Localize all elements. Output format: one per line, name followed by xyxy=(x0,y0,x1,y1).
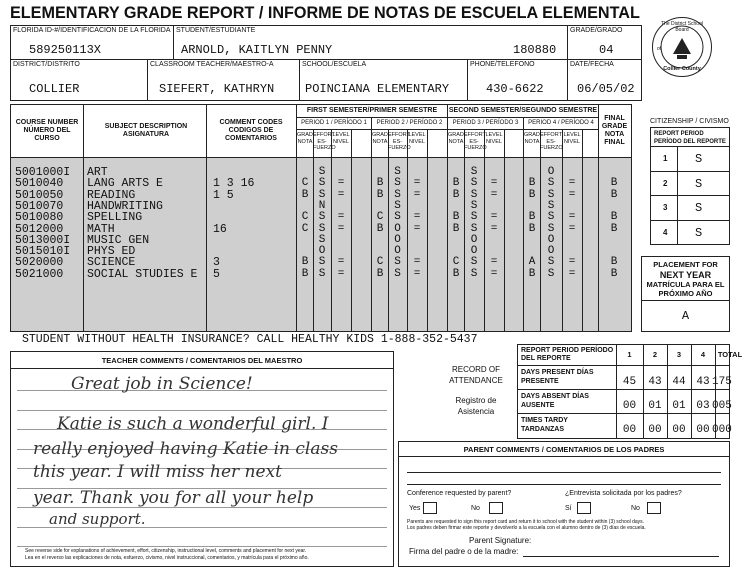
grade-cell: = xyxy=(490,188,498,201)
grade-cell: S xyxy=(394,267,401,280)
grade-cell: O xyxy=(547,233,555,246)
grade-cell: C xyxy=(301,222,309,235)
attendance-record-label xyxy=(440,364,512,386)
id-value: 589250113X xyxy=(29,43,102,57)
subject-name: PHYS ED xyxy=(87,245,136,259)
grade-cell: = xyxy=(568,211,576,224)
placement-line4: PRÓXIMO AÑO xyxy=(658,289,713,298)
handwritten-comment-line: and support. xyxy=(49,510,146,528)
attendance-col-header: TOTAL xyxy=(717,350,743,359)
grade-cell: O xyxy=(547,245,555,258)
grade-cell: S xyxy=(394,166,401,178)
grade-cell: N xyxy=(318,199,326,212)
grade-cell: = xyxy=(413,256,421,269)
p2-grade-header: GRADE NOTA xyxy=(372,132,392,145)
handwritten-comment-line: Great job in Science! xyxy=(71,374,253,394)
record-of: RECORD OF xyxy=(452,365,500,374)
citizenship-value: S xyxy=(695,176,703,191)
grade-cell: B xyxy=(452,211,460,224)
id-label: FLORIDA ID-#/IDENTIFICACION DE LA FLORIDA xyxy=(13,27,171,34)
grade-cell: B xyxy=(610,222,618,235)
registro-de: Registro de xyxy=(455,396,497,405)
grade-cell: S xyxy=(547,199,555,212)
parent-signature-label: Parent Signature: xyxy=(469,536,532,545)
grade-label: GRADE/GRADO xyxy=(570,27,623,34)
course-number: 5001000I xyxy=(15,166,71,179)
grade-cell: S xyxy=(470,256,478,269)
grade-cell: S xyxy=(394,256,401,269)
citizenship-value: S xyxy=(695,225,703,240)
handwritten-comment-line: year. Thank you for all your help xyxy=(33,488,314,508)
student-info-block xyxy=(10,25,642,101)
si-checkbox[interactable] xyxy=(577,502,591,514)
grade-cell: B xyxy=(528,267,536,280)
col-course-header: COURSE NUMBER NÚMERO DEL CURSO xyxy=(15,119,79,142)
seal-text-mid: of xyxy=(657,46,662,52)
phone-label: PHONE/TELEFONO xyxy=(470,61,535,68)
grade-cell: S xyxy=(470,177,478,190)
subject-name: MUSIC GEN xyxy=(87,233,150,247)
course-number: 5012000 xyxy=(15,222,64,236)
final-header: FINAL GRADE NOTA FINAL xyxy=(601,115,628,146)
phone-value: 430-6622 xyxy=(486,82,544,96)
parent-signature-label-es: Firma del padre o de la madre: xyxy=(409,547,519,556)
teacher-comments-footer-en: See reverse side for explanations of achievement, effort, citizenship, instructional level, comments and placement for next year. xyxy=(25,548,307,554)
teacher-label: CLASSROOM TEACHER/MAESTRO-A xyxy=(150,61,274,68)
grade-cell: = xyxy=(568,256,576,269)
course-number: 5010040 xyxy=(15,177,64,191)
grade-cell: S xyxy=(470,199,478,212)
grade-cell: C xyxy=(376,256,384,269)
grade-cell: B xyxy=(610,267,618,280)
grade-cell: A xyxy=(528,256,536,269)
grade-cell: = xyxy=(490,222,498,235)
grade-cell: O xyxy=(470,245,478,258)
report-title: ELEMENTARY GRADE REPORT / INFORME DE NOTAS DE ESCUELA ELEMENTAL xyxy=(10,4,640,22)
signature-note-en: Parents are requested to sign this report card and return it to school with the student within (3) school days. xyxy=(407,519,645,525)
citizenship-table xyxy=(650,127,730,245)
grade-cell: B xyxy=(376,222,384,235)
handwritten-comment-line: really enjoyed having Katie in class xyxy=(33,439,338,459)
grade-cell: O xyxy=(547,166,555,178)
grade-cell: = xyxy=(413,211,421,224)
sem1-header: FIRST SEMESTER/PRIMER SEMESTRE xyxy=(306,107,438,114)
grade-cell: O xyxy=(394,233,401,246)
parent-comments-header: PARENT COMMENTS / COMENTARIOS DE LOS PADRES xyxy=(463,445,665,454)
grade-cell: = xyxy=(413,177,421,190)
placement-box xyxy=(641,256,730,332)
citizenship-period: 2 xyxy=(663,178,668,188)
grade-cell: B xyxy=(452,222,460,235)
grade-cell: S xyxy=(318,177,326,190)
citizenship-period: 3 xyxy=(663,203,668,212)
grade-cell: S xyxy=(470,166,478,178)
grade-cell: B xyxy=(610,188,618,201)
course-number: 5020000 xyxy=(15,256,64,270)
placement-line2: NEXT YEAR xyxy=(659,270,712,280)
no-label: No xyxy=(471,505,480,512)
grade-cell: S xyxy=(470,188,478,201)
attendance-col-header: 3 xyxy=(676,350,682,359)
grades-table xyxy=(10,104,632,332)
subject-name: SCIENCE xyxy=(87,256,136,270)
placement-line3: MATRÍCULA PARA EL xyxy=(646,280,725,289)
grade-cell: = xyxy=(490,211,498,224)
attendance-value: 01 xyxy=(672,400,686,412)
district-value: COLLIER xyxy=(29,82,80,96)
grade-cell: = xyxy=(568,267,576,280)
p1-level-header: LEVEL NIVEL xyxy=(332,132,350,145)
grade-cell: B xyxy=(301,256,309,269)
attendance-value: 00 xyxy=(672,424,686,436)
grade-cell: = xyxy=(413,222,421,235)
handwritten-comment-line: Katie is such a wonderful girl. I xyxy=(57,414,329,434)
course-number: 5013000I xyxy=(15,233,71,247)
grade-cell: S xyxy=(470,211,478,224)
grade-cell: C xyxy=(452,256,460,269)
subject-name: SOCIAL STUDIES E xyxy=(87,267,198,281)
p1-effort-header: EFFORT ES- FUERZO xyxy=(313,132,336,151)
grade-cell: B xyxy=(301,188,309,201)
grade-cell: = xyxy=(568,222,576,235)
grade-cell: B xyxy=(610,177,618,190)
grade-cell: B xyxy=(301,267,309,280)
grade-cell: B xyxy=(376,267,384,280)
yes-label: Yes xyxy=(409,505,421,512)
grade-cell: S xyxy=(547,267,555,280)
grade-cell: O xyxy=(394,245,401,258)
p3-effort-header: EFFORT ES- FUERZO xyxy=(464,132,487,151)
grade-value: 04 xyxy=(599,43,614,57)
school-label: SCHOOL/ESCUELA xyxy=(302,61,367,68)
comment-codes: 1 3 16 xyxy=(213,177,255,191)
grade-cell: = xyxy=(337,267,345,280)
subject-name: MATH xyxy=(87,222,115,236)
no-es-checkbox[interactable] xyxy=(647,502,661,514)
grade-cell: C xyxy=(301,177,309,190)
citizenship-value: S xyxy=(695,201,703,215)
grade-cell: B xyxy=(376,177,384,190)
grade-cell: S xyxy=(318,256,326,269)
p3-grade-header: GRADE NOTA xyxy=(448,132,468,145)
attendance-value: 44 xyxy=(672,376,686,388)
p2-header: PERIOD 2 / PERÍODO 2 xyxy=(376,120,443,126)
attendance-value: 45 xyxy=(622,376,637,388)
grade-cell: = xyxy=(490,256,498,269)
p1-grade-header: GRADE NOTA xyxy=(297,132,317,145)
grade-cell: = xyxy=(337,211,345,224)
handwritten-comment-line: this year. I will miss her next xyxy=(33,462,282,482)
p2-effort-header: EFFORT ES- FUERZO xyxy=(388,132,411,151)
citizenship-title: CITIZENSHIP / CIVISMO xyxy=(650,118,729,125)
grade-cell: S xyxy=(547,211,555,224)
comment-codes: 1 5 xyxy=(213,188,234,202)
grade-cell: C xyxy=(376,211,384,224)
citizenship-header: REPORT PERIOD PERÍODO DEL REPORTE xyxy=(654,131,726,145)
grade-cell: B xyxy=(528,188,536,201)
date-label: DATE/FECHA xyxy=(570,61,614,68)
grade-cell: S xyxy=(318,267,326,280)
placement-value: A xyxy=(681,309,690,323)
grade-cell: = xyxy=(337,177,345,190)
col-comments-header: COMMENT CODES CODIGOS DE COMENTARIOS xyxy=(219,119,283,142)
yes-checkbox[interactable] xyxy=(423,502,437,514)
p4-grade-header: GRADE NOTA xyxy=(524,132,544,145)
grade-cell: = xyxy=(490,267,498,280)
conference-question-es: ¿Entrevista solicitada por los padres? xyxy=(565,490,682,497)
course-number: 5010070 xyxy=(15,199,64,213)
attendance-header: REPORT PERIOD PERÍODO DEL REPORTE xyxy=(521,347,614,362)
grade-cell: B xyxy=(528,177,536,190)
grade-cell: B xyxy=(452,188,460,201)
grade-cell: S xyxy=(547,222,555,235)
attendance-value: 005 xyxy=(712,400,732,412)
attendance-value: 175 xyxy=(712,376,732,388)
grade-cell: S xyxy=(318,166,326,178)
subject-name: SPELLING xyxy=(87,211,143,225)
grade-cell: S xyxy=(394,199,401,212)
date-value: 06/05/02 xyxy=(577,82,635,96)
p3-header: PERIOD 3 / PERÍODO 3 xyxy=(452,120,519,126)
grade-cell: = xyxy=(568,188,576,201)
course-number: 5010050 xyxy=(15,188,64,202)
attendance-value: 000 xyxy=(712,424,732,436)
asistencia-word: Asistencia xyxy=(457,407,495,416)
grade-cell: B xyxy=(610,256,618,269)
district-seal xyxy=(652,17,712,77)
student-name: ARNOLD, KAITLYN PENNY xyxy=(181,43,333,57)
grade-cell: B xyxy=(528,222,536,235)
parent-comments-box xyxy=(398,441,730,567)
p3-level-header: LEVEL NIVEL xyxy=(485,132,503,145)
course-number: 5015010I xyxy=(15,245,71,259)
attendance-value: 43 xyxy=(648,376,662,388)
citizenship-value: S xyxy=(695,152,703,166)
no-checkbox[interactable] xyxy=(489,502,503,514)
attendance-value: 01 xyxy=(648,400,662,412)
placement-line1: PLACEMENT FOR xyxy=(653,260,718,269)
attendance-value: 03 xyxy=(696,400,710,412)
attendance-value: 00 xyxy=(648,424,662,436)
district-label: DISTRICT/DISTRITO xyxy=(13,61,80,68)
citizenship-period: 1 xyxy=(663,154,668,163)
grade-cell: S xyxy=(470,267,478,280)
grade-cell: S xyxy=(547,188,555,201)
p4-effort-header: EFFORT ES- FUERZO xyxy=(540,132,563,151)
grade-cell: = xyxy=(413,188,421,201)
signature-note-es: Los padres deben firmar este reporte y devolverlo a la escuela con el alumno dentro de (3) días de escuela. xyxy=(407,525,646,531)
student-label: STUDENT/ESTUDIANTE xyxy=(176,27,256,34)
attendance-registro-label xyxy=(440,395,512,417)
grade-cell: S xyxy=(318,188,326,201)
grade-cell: O xyxy=(470,233,478,246)
student-number: 180880 xyxy=(513,43,557,57)
grade-cell: O xyxy=(318,245,326,258)
grade-cell: S xyxy=(470,222,478,235)
conference-question-en: Conference requested by parent? xyxy=(407,490,512,497)
attendance-col-header: 2 xyxy=(652,350,658,359)
subject-name: ART xyxy=(87,166,108,179)
si-label: Sí xyxy=(565,505,572,512)
no-es-label: No xyxy=(631,505,640,512)
teacher-value: SIEFERT, KATHRYN xyxy=(159,82,275,96)
grade-cell: = xyxy=(568,177,576,190)
grade-cell: = xyxy=(337,188,345,201)
course-number: 5010080 xyxy=(15,211,64,225)
grade-cell: B xyxy=(452,267,460,280)
attendance-word: ATTENDANCE xyxy=(449,376,503,385)
col-subject-header: SUBJECT DESCRIPTION ASIGNATURA xyxy=(104,123,188,138)
attendance-row-label: DAYS PRESENT DÍAS PRESENTE xyxy=(521,369,594,385)
sem2-header: SECOND SEMESTER/SEGUNDO SEMESTRE xyxy=(448,107,598,114)
grade-cell: S xyxy=(318,233,326,246)
attendance-row-label: DAYS ABSENT DÍAS AUSENTE xyxy=(521,393,589,409)
attendance-col-header: 1 xyxy=(627,350,632,359)
teacher-comments-footer-es: Lea en el reverso las explicaciones de nota, esfuerzo, civismo, nivel instruccional, comentarios, y matrícula para el próximo año. xyxy=(25,555,309,561)
attendance-value: 00 xyxy=(622,424,637,436)
grade-cell: = xyxy=(490,177,498,190)
p2-level-header: LEVEL NIVEL xyxy=(408,132,426,145)
course-number: 5021000 xyxy=(15,267,64,281)
school-value: POINCIANA ELEMENTARY xyxy=(305,82,450,96)
grade-cell: O xyxy=(394,222,401,235)
attendance-value: 00 xyxy=(696,424,710,436)
p4-level-header: LEVEL NIVEL xyxy=(563,132,581,145)
grade-cell: B xyxy=(452,177,460,190)
comment-codes: 3 xyxy=(213,256,220,270)
insurance-notice: STUDENT WITHOUT HEALTH INSURANCE? CALL HEALTHY KIDS 1-888-352-5437 xyxy=(22,333,478,346)
subject-name: LANG ARTS E xyxy=(87,177,163,191)
grade-cell: = xyxy=(337,256,345,269)
grade-cell: B xyxy=(528,211,536,224)
p4-header: PERIOD 4 / PERÍODO 4 xyxy=(528,120,594,126)
seal-text-bottom: Collier County xyxy=(663,66,701,72)
grade-cell: S xyxy=(318,222,326,235)
grade-cell: S xyxy=(547,256,555,269)
grade-cell: S xyxy=(547,177,555,190)
p1-header: PERIOD 1 / PERÍODO 1 xyxy=(301,120,367,126)
teacher-comments-header: TEACHER COMMENTS / COMENTARIOS DEL MAESTRO xyxy=(101,356,303,365)
attendance-value: 00 xyxy=(622,400,637,412)
comment-codes: 5 xyxy=(213,267,220,281)
grade-cell: B xyxy=(376,188,384,201)
comment-codes: 16 xyxy=(213,222,227,236)
citizenship-period: 4 xyxy=(663,227,668,237)
grade-cell: = xyxy=(413,267,421,280)
seal-text-top: The District School Board xyxy=(661,21,703,33)
grade-cell: S xyxy=(394,177,401,190)
subject-name: READING xyxy=(87,188,136,202)
grade-cell: B xyxy=(610,211,618,224)
grade-cell: S xyxy=(318,211,326,224)
grade-cell: C xyxy=(301,211,309,224)
grade-cell: S xyxy=(394,188,401,201)
attendance-value: 43 xyxy=(696,376,710,388)
grade-cell: = xyxy=(337,222,345,235)
grade-cell: S xyxy=(394,211,401,224)
teacher-comments-box xyxy=(10,351,394,567)
attendance-col-header: 4 xyxy=(700,350,706,359)
subject-name: HANDWRITING xyxy=(87,199,163,213)
attendance-row-label: TIMES TARDY TARDANZAS xyxy=(521,417,568,433)
attendance-table xyxy=(517,344,743,439)
